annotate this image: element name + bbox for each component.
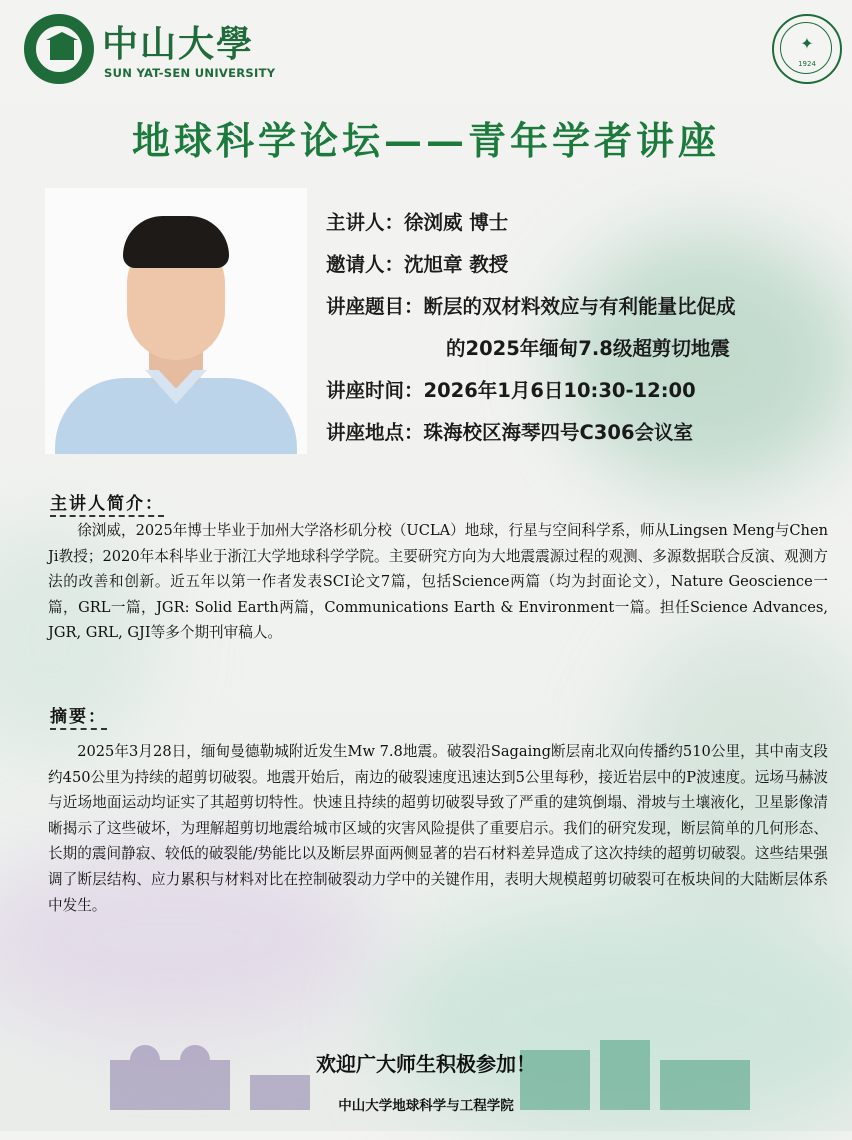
- inviter-line: 邀请人：沈旭章 教授: [326, 253, 509, 276]
- bio-text: [48, 518, 828, 646]
- abstract-text: [48, 739, 828, 918]
- abstract-paragraph: 2025年3月28日，缅甸曼德勒城附近发生Mw 7.8地震。破裂沿Sagaing断层南北双向传播约510公里，其中南支段约450公里为持续的超剪切破裂。地震开始后，南边的破裂速度迅速达到5公里每秒，接近岩层中的P波速度。远场马赫波与近场地面运动均证实了其超剪切特性。快速且持续的超剪切破裂导致了严重的建筑倒塌、滑坡与土壤液化，卫星影像清晰揭示了这些破坏，为理解超剪切地震给城市区域的灾害风险提供了重要启示。我们的研究发现，断层简单的几何形态、长期的震间静寂、较低的破裂能/势能比以及断层界面两侧显著的岩石材料差异造成了这次持续的超剪切破裂。这些结果强调了断层结构、应力累积与材料对比在控制破裂动力学中的关键作用，表明大规模超剪切破裂可在板块间的大陆断层体系中发生。: [48, 743, 828, 914]
- poster-title: 地球科学论坛——青年学者讲座: [131, 118, 720, 163]
- university-logo: [24, 14, 284, 84]
- speaker-photo: [45, 188, 307, 454]
- school-name: 中山大学地球科学与工程学院: [338, 1098, 514, 1114]
- abstract-heading: 摘要：: [50, 702, 107, 727]
- university-seal-icon: [24, 14, 94, 84]
- location-line: 讲座地点：珠海校区海琴四号C306会议室: [326, 421, 694, 444]
- speaker-line: 主讲人：徐浏威 博士: [326, 211, 509, 234]
- university-name-en: SUN YAT-SEN UNIVERSITY: [104, 66, 276, 80]
- topic-line-2: 的2025年缅甸7.8级超剪切地震: [446, 337, 730, 360]
- emblem-year: 1924: [798, 60, 816, 68]
- topic-line-1: 讲座题目：断层的双材料效应与有利能量比促成: [326, 295, 736, 318]
- university-name-cn: 中山大學: [102, 23, 255, 65]
- lecture-info: [326, 202, 836, 454]
- bio-paragraph: 徐浏威，2025年博士毕业于加州大学洛杉矶分校（UCLA）地球，行星与空间科学系，师从Lingsen Meng与Chen Ji教授；2020年本科毕业于浙江大学地球科学学院。主要研究方向为大地震震源过程的观测、多源数据联合反演、观测方法的改善和创新。近五年以第一作者发表SCI论文7篇，包括Science两篇（均为封面论文），Nature Geoscience一篇，GRL一篇，JGR: Solid Earth两篇，Communications Earth & Environment一篇。担任Science Advances, JGR, GRL, GJI等多个期刊审稿人。: [48, 522, 828, 642]
- time-line: 讲座时间：2026年1月6日10:30-12:00: [326, 379, 696, 402]
- school-emblem-icon: ✦ 1924: [772, 14, 842, 84]
- bio-heading: 主讲人简介：: [50, 489, 164, 514]
- welcome-text: 欢迎广大师生积极参加！: [316, 1052, 536, 1076]
